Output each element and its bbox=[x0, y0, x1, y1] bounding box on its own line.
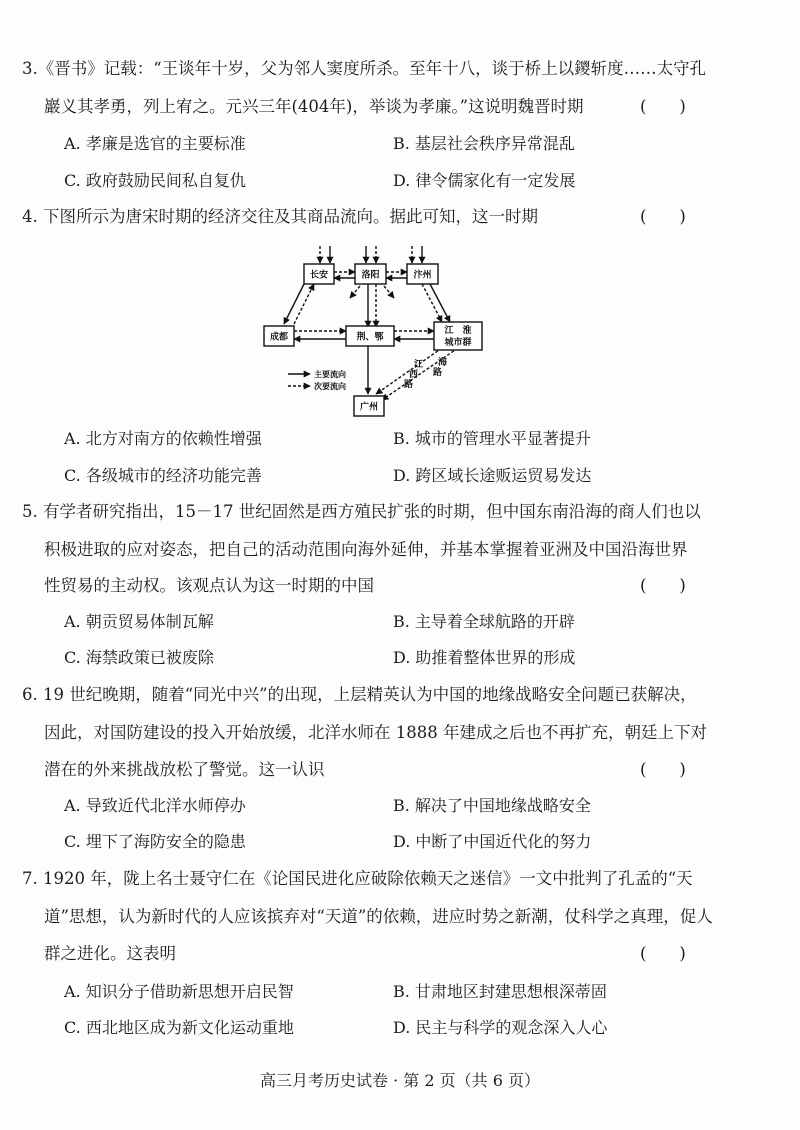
question-5-option-b: B. 主导着全球航路的开辟 bbox=[393, 612, 575, 631]
question-6-line-2: 因此，对国防建设的投入开始放缓，北洋水师在 1888 年建成之后也不再扩充，朝廷上下对 bbox=[44, 723, 707, 742]
node-jinge: 荆、鄂 bbox=[356, 332, 384, 343]
question-6-option-b: B. 解决了中国地缘战略安全 bbox=[393, 796, 591, 815]
node-jianghuai-line-1: 江 淮 bbox=[444, 326, 472, 336]
question-4-option-d: D. 跨区域长途贩运贸易发达 bbox=[393, 466, 592, 485]
question-3-option-b: B. 基层社会秩序异常混乱 bbox=[393, 134, 575, 153]
question-6-line-3: 潜在的外来挑战放松了警觉。这一认识 bbox=[44, 760, 325, 779]
question-4-line-1: 4. 下图所示为唐宋时期的经济交往及其商品流向。据此可知，这一时期 bbox=[22, 207, 538, 226]
question-3-option-a: A. 孝廉是选官的主要标准 bbox=[64, 134, 246, 153]
question-4-option-b: B. 城市的管理水平显著提升 bbox=[393, 429, 591, 448]
route-jiangxi-char-2: 西 bbox=[409, 370, 419, 380]
question-6-line-1: 6. 19 世纪晚期，随着“同光中兴”的出现，上层精英认为中国的地缘战略安全问题已获解决， bbox=[22, 685, 697, 704]
question-3-option-d: D. 律令儒家化有一定发展 bbox=[393, 171, 576, 190]
question-5-option-d: D. 助推着整体世界的形成 bbox=[393, 648, 576, 667]
question-5-option-a: A. 朝贡贸易体制瓦解 bbox=[64, 612, 214, 631]
question-6-option-c: C. 埋下了海防安全的隐患 bbox=[64, 832, 246, 851]
question-3-answer-bracket: ( ) bbox=[640, 97, 686, 116]
question-7-answer-bracket: ( ) bbox=[640, 944, 686, 963]
question-7-line-3: 群之进化。这表明 bbox=[44, 944, 176, 963]
arrow-changan-chengdu bbox=[284, 284, 304, 324]
node-jianghuai-line-2: 城市群 bbox=[444, 338, 472, 348]
arrow-chengdu-changan bbox=[294, 284, 314, 324]
arrow-jianghuai-bianzhou bbox=[430, 284, 450, 322]
question-3-option-c: C. 政府鼓励民间私自复仇 bbox=[64, 171, 246, 190]
page-footer: 高三月考历史试卷 · 第 2 页（共 6 页） bbox=[260, 1071, 540, 1090]
question-7-option-b: B. 甘肃地区封建思想根深蒂固 bbox=[393, 982, 607, 1001]
question-5-line-1: 5. 有学者研究指出，15－17 世纪固然是西方殖民扩张的时期，但中国东南沿海的商人们也以 bbox=[22, 502, 701, 521]
question-7-line-1: 7. 1920 年，陇上名士聂守仁在《论国民进化应破除依赖天之迷信》一文中批判了孔孟的“天 bbox=[22, 869, 693, 888]
question-4-option-c: C. 各级城市的经济功能完善 bbox=[64, 466, 262, 485]
route-hai-char-2: 路 bbox=[433, 368, 443, 378]
question-4-answer-bracket: ( ) bbox=[640, 207, 686, 226]
arrow-luoyang-spread-right bbox=[384, 286, 394, 298]
question-5-option-c: C. 海禁政策已被废除 bbox=[64, 648, 214, 667]
arrow-jianghuai-guangzhou-sea bbox=[382, 348, 458, 400]
question-5-answer-bracket: ( ) bbox=[640, 576, 686, 595]
trade-flow-diagram bbox=[262, 244, 498, 424]
question-3-line-1: 3.《晋书》记载：“王谈年十岁，父为邻人窦度所杀。至年十八，谈于桥上以鑁斩度……太守孔 bbox=[22, 59, 707, 78]
question-4-option-a: A. 北方对南方的依赖性增强 bbox=[64, 429, 262, 448]
route-jiangxi-char-3: 路 bbox=[404, 380, 414, 390]
node-guangzhou: 广州 bbox=[359, 402, 379, 413]
arrow-bianzhou-jianghuai bbox=[422, 284, 442, 322]
legend-secondary-label: 次要流向 bbox=[314, 382, 346, 391]
question-6-option-a: A. 导致近代北洋水师停办 bbox=[64, 796, 246, 815]
arrow-luoyang-spread-left bbox=[350, 286, 360, 298]
legend-main-label: 主要流向 bbox=[314, 370, 346, 379]
question-3-line-2: 巖义其孝勇，列上宥之。元兴三年(404年)，举谈为孝廉。”这说明魏晋时期 bbox=[44, 97, 584, 116]
question-6-answer-bracket: ( ) bbox=[640, 760, 686, 779]
route-jiangxi-char-1: 江 bbox=[414, 360, 424, 370]
node-changan: 长安 bbox=[309, 270, 329, 281]
question-7-option-c: C. 西北地区成为新文化运动重地 bbox=[64, 1018, 294, 1037]
node-chengdu: 成都 bbox=[269, 332, 289, 343]
question-7-option-d: D. 民主与科学的观念深入人心 bbox=[393, 1018, 608, 1037]
node-bianzhou: 汴州 bbox=[413, 270, 432, 281]
question-7-option-a: A. 知识分子借助新思想开启民智 bbox=[64, 982, 294, 1001]
question-5-line-3: 性贸易的主动权。该观点认为这一时期的中国 bbox=[44, 576, 374, 595]
route-hai-char-1: 海 bbox=[438, 358, 448, 368]
node-luoyang: 洛阳 bbox=[361, 270, 380, 281]
question-6-option-d: D. 中断了中国近代化的努力 bbox=[393, 832, 592, 851]
question-5-line-2: 积极进取的应对姿态，把自己的活动范围向海外延伸，并基本掌握着亚洲及中国沿海世界 bbox=[44, 540, 688, 559]
question-7-line-2: 道”思想，认为新时代的人应该摈弃对“天道”的依赖，进应时势之新潮，仗科学之真理，促人 bbox=[44, 907, 713, 926]
